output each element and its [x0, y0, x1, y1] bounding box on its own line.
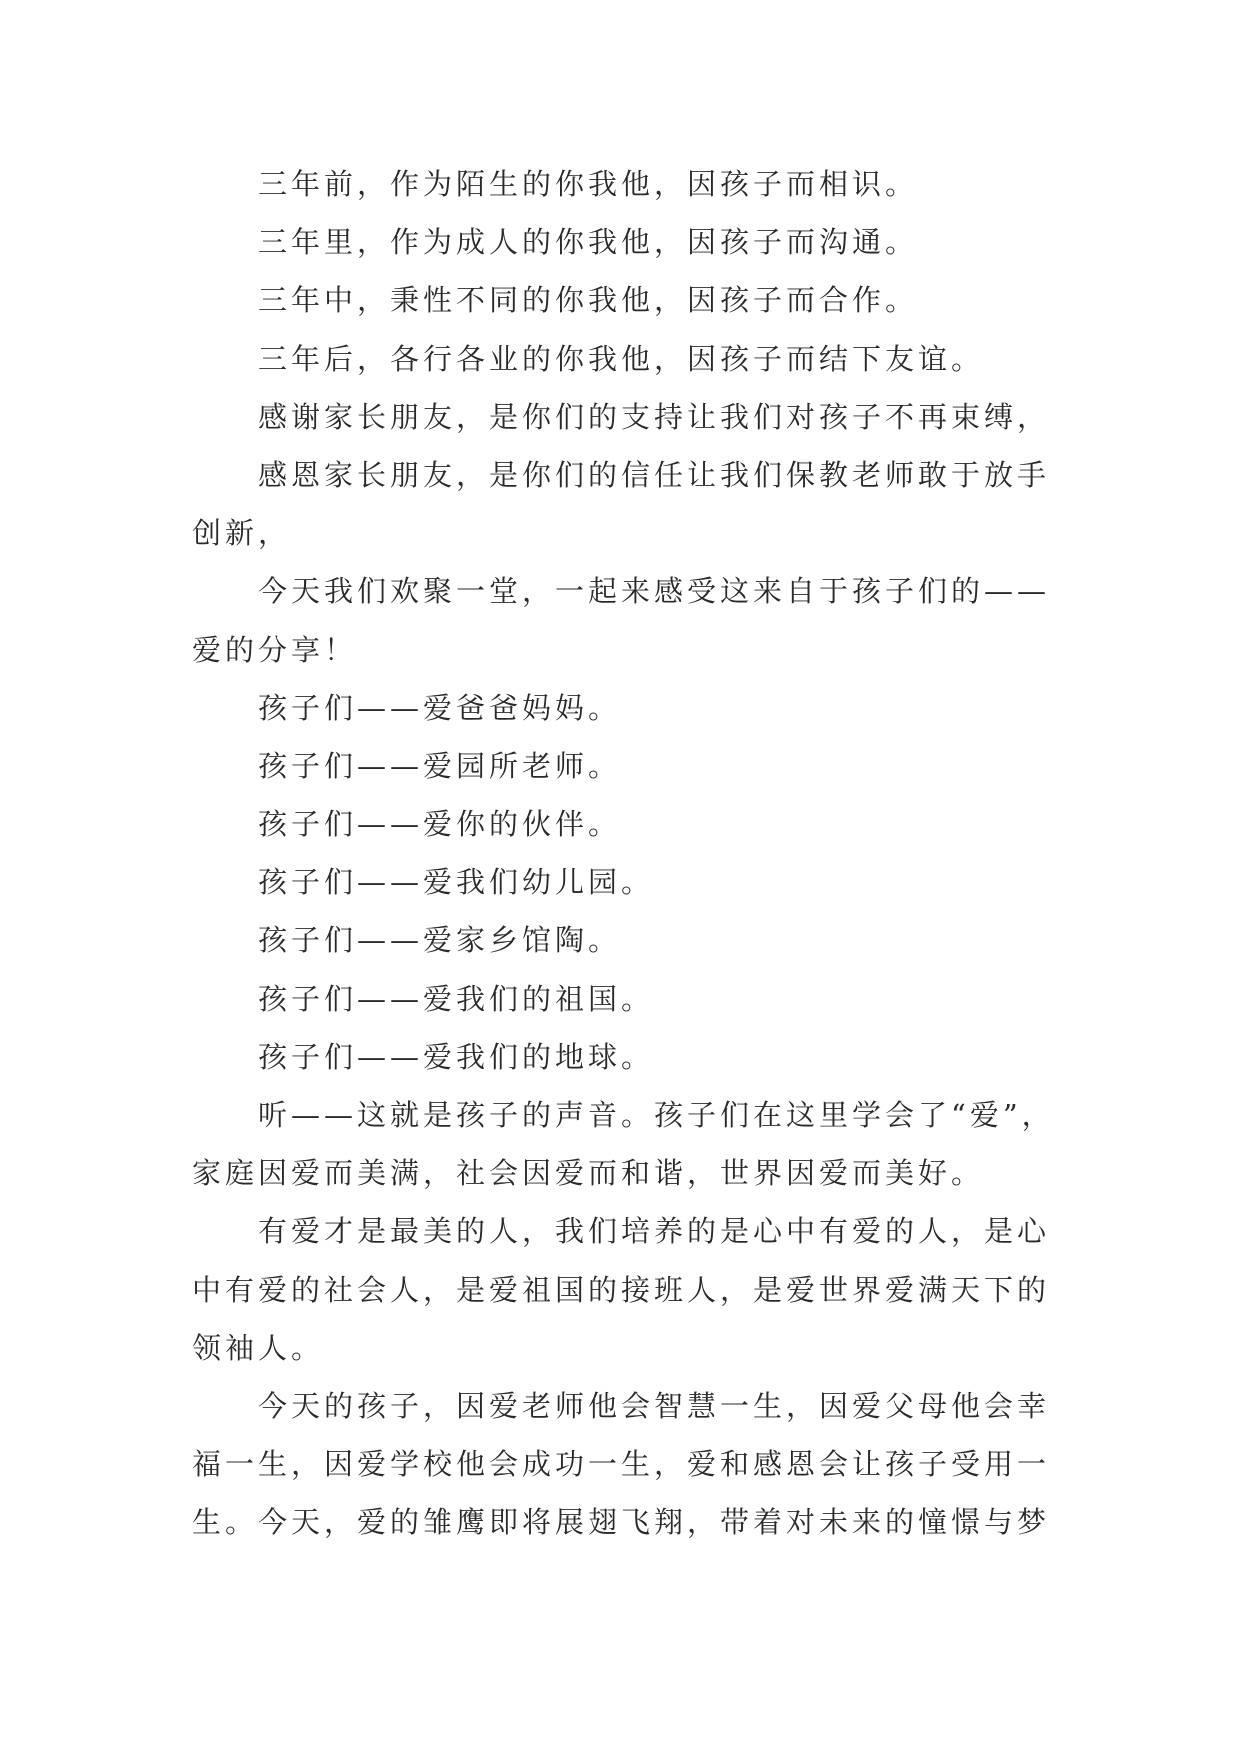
text-line: 今天的孩子，因爱老师他会智慧一生，因爱父母他会幸	[258, 1388, 1051, 1423]
paragraph	[192, 970, 1050, 1028]
text-line: 中有爱的社会人，是爱祖国的接班人，是爱世界爱满天下的	[192, 1272, 1051, 1307]
paragraph	[192, 213, 1050, 271]
text-line: 孩子们——爱我们幼儿园。	[258, 865, 655, 900]
text-line: 三年前，作为陌生的你我他，因孩子而相识。	[258, 167, 919, 201]
text-line: 听——这就是孩子的声音。孩子们在这里学会了“爱”，	[258, 1098, 1055, 1132]
text-line: 感恩家长朋友，是你们的信任让我们保教老师敢于放手	[258, 457, 1051, 492]
text-line: 家庭因爱而美满，社会因爱而和谐，世界因爱而美好。	[192, 1156, 985, 1191]
text-line: 领袖人。	[192, 1330, 325, 1365]
paragraph	[192, 330, 1050, 388]
text-line: 孩子们——爱家乡馆陶。	[258, 923, 622, 958]
paragraph	[192, 271, 1050, 329]
text-line: 三年中，秉性不同的你我他，因孩子而合作。	[258, 283, 919, 318]
text-line: 孩子们——爱园所老师。	[258, 748, 622, 783]
text-line: 孩子们——爱你的伙伴。	[258, 807, 622, 842]
text-line: 创新，	[192, 516, 292, 551]
text-line: 孩子们——爱我们的地球。	[258, 1039, 655, 1074]
paragraph	[192, 853, 1050, 911]
text-line: 生。今天，爱的雏鹰即将展翅飞翔，带着对未来的憧憬与梦	[192, 1505, 1051, 1540]
paragraph	[192, 562, 1050, 678]
paragraph	[192, 679, 1050, 737]
text-line: 福一生，因爱学校他会成功一生，爱和感恩会让孩子受用一	[192, 1447, 1051, 1482]
text-line: 爱的分享！	[192, 632, 358, 667]
paragraph	[192, 795, 1050, 853]
paragraph	[192, 1377, 1050, 1552]
text-line: 孩子们——爱我们的祖国。	[258, 981, 655, 1016]
text-line: 三年里，作为成人的你我他，因孩子而沟通。	[258, 225, 919, 260]
text-line: 三年后，各行各业的你我他，因孩子而结下友谊。	[258, 341, 985, 376]
paragraph	[192, 1086, 1055, 1202]
paragraph	[192, 737, 1050, 795]
text-line: 孩子们——爱爸爸妈妈。	[258, 690, 622, 725]
paragraph	[192, 1028, 1050, 1086]
paragraph	[192, 1202, 1050, 1377]
text-line: 感谢家长朋友，是你们的支持让我们对孩子不再束缚，	[258, 399, 1051, 434]
paragraph	[192, 388, 1050, 446]
text-line: 有爱才是最美的人，我们培养的是心中有爱的人，是心	[258, 1214, 1051, 1249]
text-line: 今天我们欢聚一堂，一起来感受这来自于孩子们的——	[258, 574, 1051, 609]
paragraph	[192, 911, 1050, 969]
paragraph	[192, 446, 1050, 562]
paragraph	[192, 155, 1050, 213]
document-body	[192, 155, 1055, 1552]
